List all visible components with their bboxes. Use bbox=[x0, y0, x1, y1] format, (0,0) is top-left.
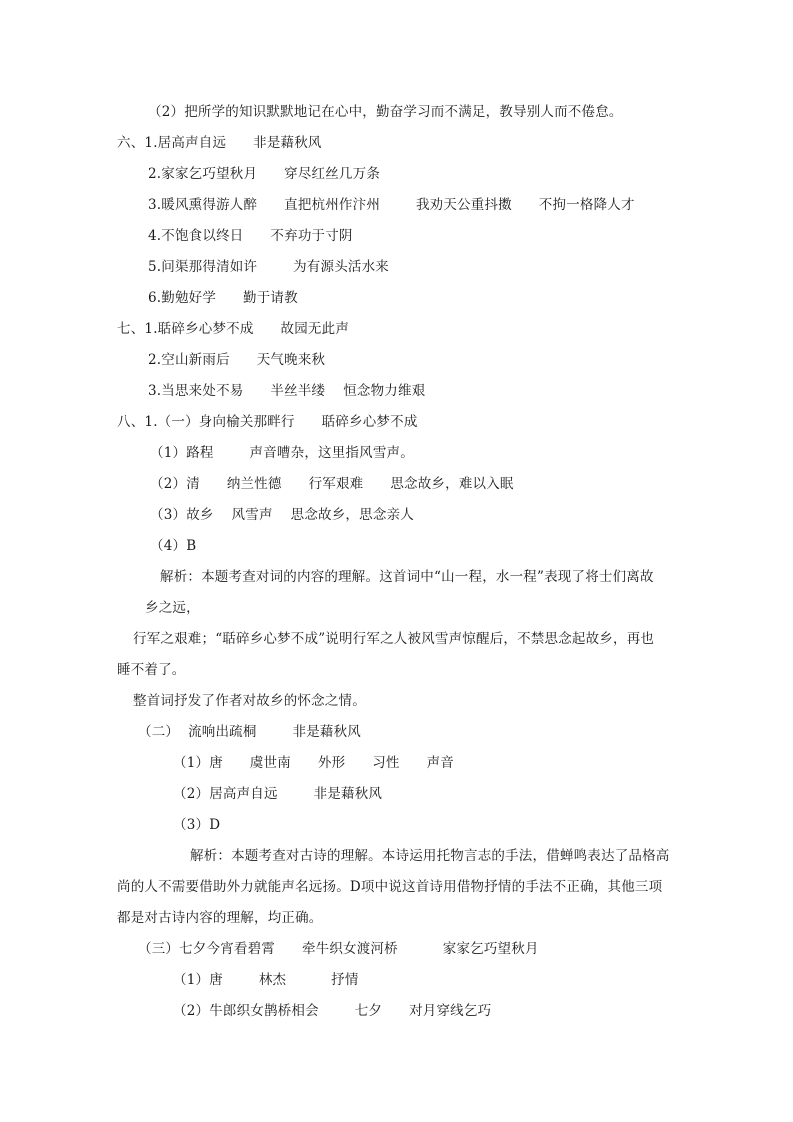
text-line: （三）七夕今宵看碧霄 牵牛织女渡河桥 家家乞巧望秋月 bbox=[138, 941, 539, 957]
text-line: 乡之远， bbox=[145, 600, 200, 616]
text-line: （3）故乡 风雪声 思念故乡，思念亲人 bbox=[150, 507, 414, 523]
text-line: 解析：本题考查对词的内容的理解。这首词中“山一程，水一程”表现了将士们离故 bbox=[160, 569, 654, 585]
text-line: 解析：本题考查对古诗的理解。本诗运用托物言志的手法，借蝉鸣表达了品格高 bbox=[190, 848, 670, 864]
text-line: 六、1.居高声自远 非是藉秋风 bbox=[117, 135, 322, 151]
text-line: （1）唐 林杰 抒情 bbox=[173, 972, 359, 988]
text-line: 2.空山新雨后 天气晚来秋 bbox=[148, 352, 326, 368]
text-line: 七、1.聒碎乡心梦不成 故园无此声 bbox=[117, 321, 350, 337]
text-line: 八、1.（一）身向榆关那畔行 聒碎乡心梦不成 bbox=[117, 414, 418, 430]
text-line: 尚的人不需要借助外力就能声名远扬。D项中说这首诗用借物抒情的手法不正确，其他三项 bbox=[117, 879, 663, 895]
text-line: 行军之艰难；“聒碎乡心梦不成”说明行军之人被风雪声惊醒后，不禁思念起故乡，再也 bbox=[133, 631, 655, 647]
text-line: （2）居高声自远 非是藉秋风 bbox=[173, 786, 383, 802]
text-line: 5.问渠那得清如许 为有源头活水来 bbox=[148, 259, 390, 275]
text-line: 整首词抒发了作者对故乡的怀念之情。 bbox=[133, 693, 366, 709]
text-line: 都是对古诗内容的理解，均正确。 bbox=[117, 910, 323, 926]
text-line: 6.勤勉好学 勤于请教 bbox=[148, 290, 298, 306]
text-line: （1）路程 声音嘈杂，这里指风雪声。 bbox=[150, 445, 414, 461]
text-line: （2）牛郎织女鹊桥相会 七夕 对月穿线乞巧 bbox=[173, 1003, 492, 1019]
text-line: 4.不饱食以终日 不弃功于寸阴 bbox=[148, 228, 353, 244]
text-line: （二） 流响出疏桐 非是藉秋风 bbox=[138, 724, 362, 740]
text-line: （3）D bbox=[173, 817, 221, 833]
text-line: 3.暖风熏得游人醉 直把杭州作汴州 我劝天公重抖擞 不拘一格降人才 bbox=[148, 197, 635, 213]
text-line: （2）清 纳兰性德 行军艰难 思念故乡，难以入眠 bbox=[150, 476, 514, 492]
text-line: （1）唐 虞世南 外形 习性 声音 bbox=[173, 755, 454, 771]
text-line: （4）B bbox=[150, 538, 197, 554]
text-line: 2.家家乞巧望秋月 穿尽红丝几万条 bbox=[148, 166, 381, 182]
text-line: 睡不着了。 bbox=[117, 662, 186, 678]
text-line: 3.当思来处不易 半丝半缕 恒念物力维艰 bbox=[148, 383, 426, 399]
text-line: （2）把所学的知识默默地记在心中，勤奋学习而不满足，教导别人而不倦怠。 bbox=[148, 104, 623, 120]
